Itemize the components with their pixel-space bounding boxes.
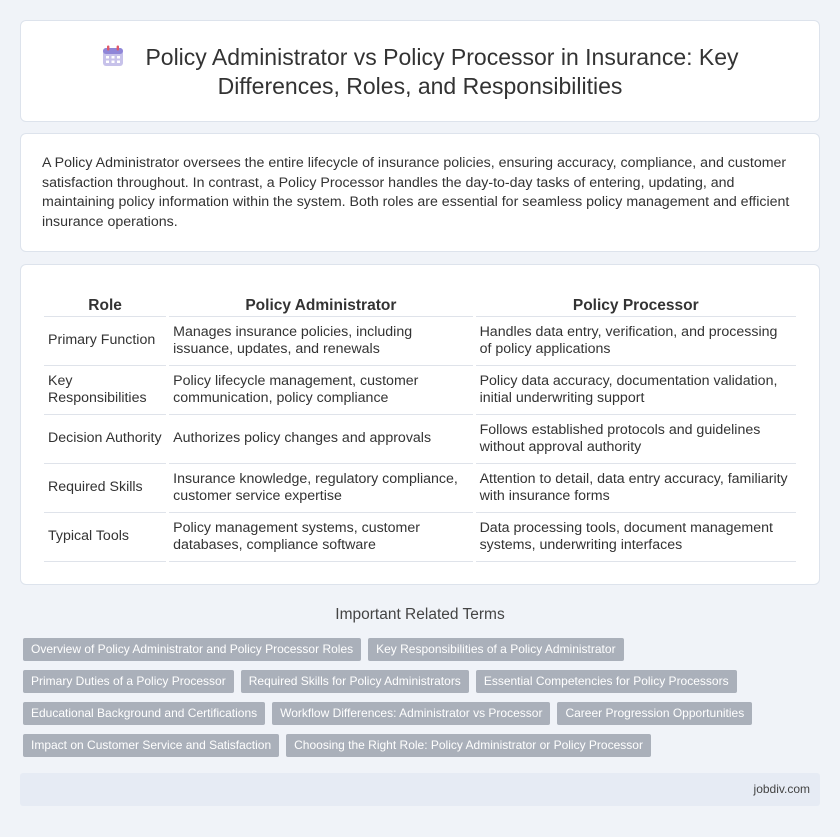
related-term-link[interactable]: Required Skills for Policy Administrators [241, 670, 469, 693]
related-term-link[interactable]: Overview of Policy Administrator and Policy Processor Roles [23, 638, 361, 661]
processor-cell: Handles data entry, verification, and processing of policy applications [476, 317, 796, 366]
footer-site-link[interactable]: jobdiv.com [753, 782, 810, 796]
related-term-link[interactable]: Educational Background and Certifications [23, 702, 265, 725]
row-label: Primary Function [44, 317, 166, 366]
processor-cell: Policy data accuracy, documentation validation, initial underwriting support [476, 366, 796, 415]
table-header-row [44, 295, 796, 317]
tag-row [23, 702, 803, 725]
page-title: Policy Administrator vs Policy Processor in Insurance: Key Differences, Roles, and Responsibilities [145, 44, 739, 99]
table-row [44, 317, 796, 366]
page-title-wrap [21, 43, 819, 101]
title-card [20, 20, 820, 122]
related-term-link[interactable]: Choosing the Right Role: Policy Administrator or Policy Processor [286, 734, 651, 757]
table-row [44, 464, 796, 513]
intro-card [20, 133, 820, 252]
footer-bar [20, 773, 820, 806]
related-terms-title: Important Related Terms [335, 606, 505, 623]
related-terms-list [23, 638, 803, 766]
row-label: Typical Tools [44, 513, 166, 562]
processor-cell: Follows established protocols and guidelines without approval authority [476, 415, 796, 464]
processor-cell: Data processing tools, document management systems, underwriting interfaces [476, 513, 796, 562]
related-term-link[interactable]: Career Progression Opportunities [557, 702, 752, 725]
related-term-link[interactable]: Impact on Customer Service and Satisfaction [23, 734, 279, 757]
row-label: Required Skills [44, 464, 166, 513]
tag-row [23, 638, 803, 661]
table-row [44, 415, 796, 464]
table-row [44, 366, 796, 415]
administrator-cell: Manages insurance policies, including issuance, updates, and renewals [169, 317, 472, 366]
header-role: Role [44, 295, 166, 317]
administrator-cell: Authorizes policy changes and approvals [169, 415, 472, 464]
comparison-table [41, 295, 799, 562]
intro-paragraph: A Policy Administrator oversees the entire lifecycle of insurance policies, ensuring accuracy, compliance, and customer satisfaction throughout. In contrast, a Policy Processor handles the day-to-day tasks of entering, updating, and maintaining policy information within the system. Both roles are essential for seamless policy management and efficient insurance operations. [42, 155, 790, 230]
related-term-link[interactable]: Key Responsibilities of a Policy Administrator [368, 638, 623, 661]
processor-cell: Attention to detail, data entry accuracy, familiarity with insurance forms [476, 464, 796, 513]
comparison-card [20, 264, 820, 585]
table-row [44, 513, 796, 562]
calendar-icon [101, 44, 125, 68]
administrator-cell: Policy management systems, customer databases, compliance software [169, 513, 472, 562]
header-policy-processor: Policy Processor [476, 295, 796, 317]
administrator-cell: Insurance knowledge, regulatory compliance, customer service expertise [169, 464, 472, 513]
header-policy-administrator: Policy Administrator [169, 295, 472, 317]
row-label: Decision Authority [44, 415, 166, 464]
tag-row [23, 734, 803, 757]
related-term-link[interactable]: Essential Competencies for Policy Processors [476, 670, 737, 693]
related-term-link[interactable]: Primary Duties of a Policy Processor [23, 670, 234, 693]
administrator-cell: Policy lifecycle management, customer communication, policy compliance [169, 366, 472, 415]
tag-row [23, 670, 803, 693]
related-term-link[interactable]: Workflow Differences: Administrator vs Processor [272, 702, 550, 725]
row-label: Key Responsibilities [44, 366, 166, 415]
